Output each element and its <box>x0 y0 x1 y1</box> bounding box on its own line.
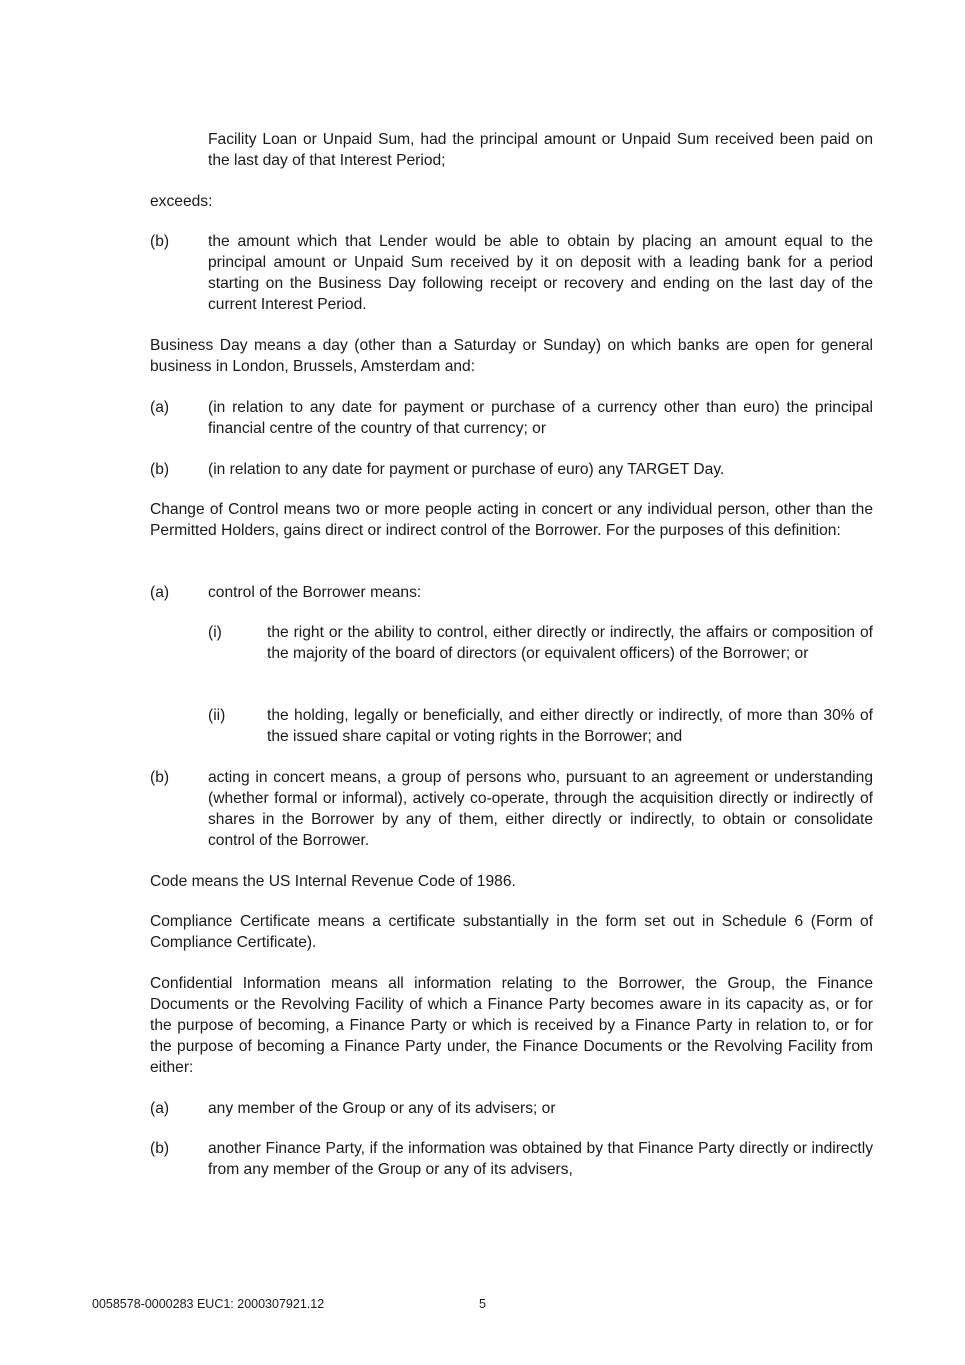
list-label: (a) <box>150 399 170 416</box>
list-label: (b) <box>150 461 170 478</box>
list-item-text: any member of the Group or any of its advisers; or <box>208 1100 556 1117</box>
list-item-text: (in relation to any date for payment or purchase of a currency other than euro) the principal financial centre of the country of that currency; or <box>208 399 873 437</box>
list-label: (b) <box>150 769 170 786</box>
list-label: (a) <box>150 584 170 601</box>
list-item-text: acting in concert means, a group of persons who, pursuant to an agreement or understanding (whether formal or informal), actively co-operate, through the acquisition directly or indirectly of shares in the Borrower by any of them, either directly or indirectly, to obtain or consolidate control of the Borrower. <box>208 769 873 849</box>
list-item-text: (in relation to any date for payment or purchase of euro) any TARGET Day. <box>208 461 725 478</box>
list-label: (b) <box>150 1140 170 1157</box>
sublist-item-text: the holding, legally or beneficially, and either directly or indirectly, of more than 30% of the issued share capital or voting rights in the Borrower; and <box>267 707 873 745</box>
paragraph-exceeds: exceeds: <box>150 193 213 210</box>
footer-page-number: 5 <box>479 1297 486 1311</box>
list-item-text: control of the Borrower means: <box>208 584 422 601</box>
sublist-item-text: the right or the ability to control, either directly or indirectly, the affairs or composition of the majority of the board of directors (or equivalent officers) of the Borrower; or <box>267 624 873 662</box>
definition-confidential-information: Confidential Information means all information relating to the Borrower, the Group, the Finance Documents or the Revolving Facility of which a Finance Party becomes aware in its capacity as, or for the purpose of becoming, a Finance Party or which is received by a Finance Party in relation to, or for the purpose of becoming a Finance Party under, the Finance Documents or the Revolving Facility from either: <box>150 975 873 1076</box>
list-item-text: the amount which that Lender would be able to obtain by placing an amount equal to the principal amount or Unpaid Sum received by it on deposit with a leading bank for a period starting on the Business Day following receipt or recovery and ending on the last day of the current Interest Period. <box>208 233 873 313</box>
sublist-label: (i) <box>208 624 222 641</box>
definition-change-of-control: Change of Control means two or more people acting in concert or any individual person, other than the Permitted Holders, gains direct or indirect control of the Borrower. For the purposes of this definition: <box>150 501 873 539</box>
definition-compliance-certificate: Compliance Certificate means a certificate substantially in the form set out in Schedule 6 (Form of Compliance Certificate). <box>150 913 873 951</box>
footer-document-reference: 0058578-0000283 EUC1: 2000307921.12 <box>92 1297 325 1311</box>
list-item-text: another Finance Party, if the information was obtained by that Finance Party directly or indirectly from any member of the Group or any of its advisers, <box>208 1140 873 1178</box>
paragraph-continuation: Facility Loan or Unpaid Sum, had the principal amount or Unpaid Sum received been paid on the last day of that Interest Period; <box>208 131 873 169</box>
definition-business-day: Business Day means a day (other than a Saturday or Sunday) on which banks are open for general business in London, Brussels, Amsterdam and: <box>150 337 873 375</box>
sublist-label: (ii) <box>208 707 226 724</box>
definition-code: Code means the US Internal Revenue Code of 1986. <box>150 873 516 890</box>
list-label: (a) <box>150 1100 170 1117</box>
list-label: (b) <box>150 233 170 250</box>
